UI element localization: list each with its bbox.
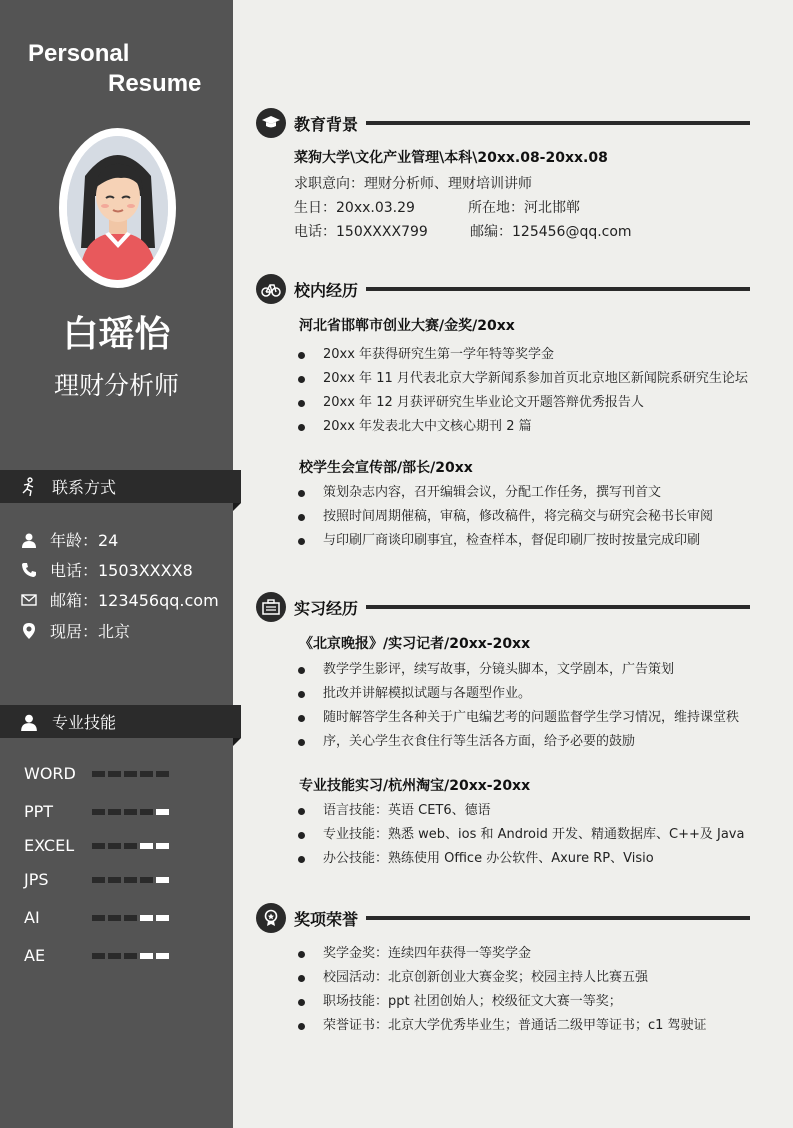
skill-level-segment	[108, 953, 121, 959]
skill-level-segment	[156, 771, 169, 777]
education-title: 教育背景	[294, 114, 359, 134]
list-item: 策划杂志内容，召开编辑会议，分配工作任务，撰写刊首文	[298, 481, 713, 505]
mail-icon	[20, 591, 38, 609]
list-item: 奖学金奖：连续四年获得一等奖学金	[298, 942, 707, 966]
skill-name: AE	[24, 946, 46, 965]
education-phone: 电话：150XXXX799	[294, 224, 428, 240]
campus-title: 校内经历	[294, 280, 359, 300]
internship-entry-1-list	[298, 658, 739, 754]
skill-level-segment	[124, 915, 137, 921]
skill-level-segment	[156, 843, 169, 849]
list-item: 语言技能：英语 CET6、德语	[298, 799, 744, 823]
internship-section-header	[256, 592, 750, 622]
skill-name: JPS	[24, 870, 49, 889]
contact-header	[0, 470, 241, 503]
skill-name: AI	[24, 908, 40, 927]
education-school-line: 菜狗大学\文化产业管理\本科\20xx.08-20xx.08	[294, 150, 608, 166]
contact-email	[20, 588, 219, 611]
list-item: 荣誉证书：北京大学优秀毕业生；普通话二级甲等证书；c1 驾驶证	[298, 1014, 707, 1038]
awards-title: 奖项荣誉	[294, 909, 359, 929]
skill-level-segment	[156, 953, 169, 959]
contact-location-text: 现居：北京	[50, 622, 131, 641]
skill-level-segment	[124, 953, 137, 959]
skills-header	[0, 705, 241, 738]
skill-name: PPT	[24, 802, 54, 821]
skill-row	[24, 908, 224, 927]
list-item: 20xx 年 12 月获评研究生毕业论文开题答辩优秀报告人	[298, 391, 748, 415]
skill-level-segment	[108, 771, 121, 777]
contact-age	[20, 528, 118, 551]
skill-level-segment	[108, 843, 121, 849]
awards-list	[298, 942, 707, 1038]
list-item: 校园活动：北京创新创业大赛金奖；校园主持人比赛五强	[298, 966, 707, 990]
list-item: 批改并讲解模拟试题与各题型作业。	[298, 682, 739, 706]
skill-level-meter	[92, 915, 169, 921]
skills-header-label: 专业技能	[52, 713, 117, 732]
skill-level-segment	[140, 843, 153, 849]
section-divider	[366, 121, 750, 125]
resume-title-line1: Personal	[28, 40, 130, 67]
list-item: 办公技能：熟练使用 Office 办公软件、Axure RP、Visio	[298, 847, 744, 871]
internship-entry-1-heading: 《北京晚报》/实习记者/20xx-20xx	[299, 636, 531, 652]
skill-level-segment	[124, 809, 137, 815]
campus-entry-1-list	[298, 343, 748, 439]
list-item: 20xx 年发表北大中文核心期刊 2 篇	[298, 415, 748, 439]
skill-level-segment	[140, 809, 153, 815]
campus-entry-1-heading: 河北省邯郸市创业大赛/金奖/20xx	[299, 318, 515, 334]
skill-level-meter	[92, 953, 169, 959]
sidebar	[0, 0, 233, 1128]
list-item: 专业技能：熟悉 web、ios 和 Android 开发、精通数据库、C++及 Java	[298, 823, 744, 847]
skill-level-segment	[92, 843, 105, 849]
campus-entry-2-list	[298, 481, 713, 553]
skill-row	[24, 946, 224, 965]
skill-level-meter	[92, 809, 169, 815]
contact-header-label: 联系方式	[52, 478, 117, 497]
list-item: 序，关心学生衣食住行等生活各方面，给予必要的鼓励	[298, 730, 739, 754]
awards-section-header	[256, 903, 750, 933]
skill-row	[24, 802, 224, 821]
person-icon	[20, 531, 38, 549]
education-birthday: 生日：20xx.03.29	[294, 200, 415, 216]
section-divider	[366, 287, 750, 291]
list-item: 按照时间周期催稿，审稿，修改稿件，将完稿交与研究会秘书长审阅	[298, 505, 713, 529]
skill-name: EXCEL	[24, 836, 75, 855]
skill-level-segment	[92, 877, 105, 883]
skill-level-segment	[140, 953, 153, 959]
skill-row	[24, 870, 224, 889]
contact-phone	[20, 558, 193, 581]
bicycle-icon	[256, 274, 286, 304]
skill-level-segment	[108, 809, 121, 815]
education-section-header	[256, 108, 750, 138]
list-item: 20xx 年获得研究生第一学年特等奖学金	[298, 343, 748, 367]
contact-phone-text: 电话：1503XXXX8	[50, 561, 193, 580]
skill-level-segment	[92, 953, 105, 959]
location-pin-icon	[20, 622, 38, 640]
section-divider	[366, 916, 750, 920]
job-title: 理财分析师	[53, 371, 179, 400]
education-intent: 求职意向：理财分析师、理财培训讲师	[294, 176, 532, 192]
skill-level-segment	[124, 771, 137, 777]
skill-level-segment	[140, 877, 153, 883]
skill-name: WORD	[24, 764, 76, 783]
skill-level-segment	[140, 915, 153, 921]
skill-level-segment	[156, 809, 169, 815]
skill-level-segment	[108, 915, 121, 921]
phone-icon	[20, 561, 38, 579]
resume-title-line2: Resume	[108, 70, 202, 97]
skill-level-segment	[124, 877, 137, 883]
education-email: 邮编：125456@qq.com	[470, 224, 632, 240]
briefcase-icon	[256, 592, 286, 622]
campus-entry-2-heading: 校学生会宣传部/部长/20xx	[299, 460, 473, 476]
list-item: 随时解答学生各种关于广电编艺考的问题监督学生学习情况，维持课堂秩	[298, 706, 739, 730]
campus-section-header	[256, 274, 750, 304]
internship-title: 实习经历	[294, 598, 359, 618]
running-person-icon	[18, 476, 40, 498]
internship-entry-2-heading: 专业技能实习/杭州淘宝/20xx-20xx	[299, 778, 531, 794]
skill-row	[24, 764, 224, 783]
medal-icon	[256, 903, 286, 933]
person-icon	[18, 711, 40, 733]
skill-level-segment	[92, 915, 105, 921]
contact-age-text: 年龄：24	[50, 531, 119, 550]
skill-level-segment	[92, 809, 105, 815]
graduation-cap-icon	[256, 108, 286, 138]
skill-level-segment	[108, 877, 121, 883]
person-name: 白瑶怡	[62, 314, 171, 355]
contact-email-text: 邮箱：123456qq.com	[50, 591, 219, 610]
section-divider	[366, 605, 750, 609]
contact-location	[20, 619, 130, 642]
list-item: 20xx 年 11 月代表北京大学新闻系参加首页北京地区新闻院系研究生论坛	[298, 367, 748, 391]
list-item: 职场技能：ppt 社团创始人；校级征文大赛一等奖；	[298, 990, 707, 1014]
skill-level-segment	[156, 877, 169, 883]
education-hometown: 所在地：河北邯郸	[468, 200, 580, 216]
skill-level-meter	[92, 843, 169, 849]
skill-row	[24, 836, 224, 855]
skill-level-meter	[92, 877, 169, 883]
skill-level-segment	[140, 771, 153, 777]
list-item: 教学学生影评，续写故事，分镜头脚本，文学剧本，广告策划	[298, 658, 739, 682]
internship-entry-2-list	[298, 799, 744, 871]
skill-level-segment	[124, 843, 137, 849]
skill-level-segment	[156, 915, 169, 921]
list-item: 与印刷厂商谈印刷事宜，检查样本，督促印刷厂按时按量完成印刷	[298, 529, 713, 553]
skill-level-segment	[92, 771, 105, 777]
skill-level-meter	[92, 771, 169, 777]
avatar	[67, 136, 168, 280]
